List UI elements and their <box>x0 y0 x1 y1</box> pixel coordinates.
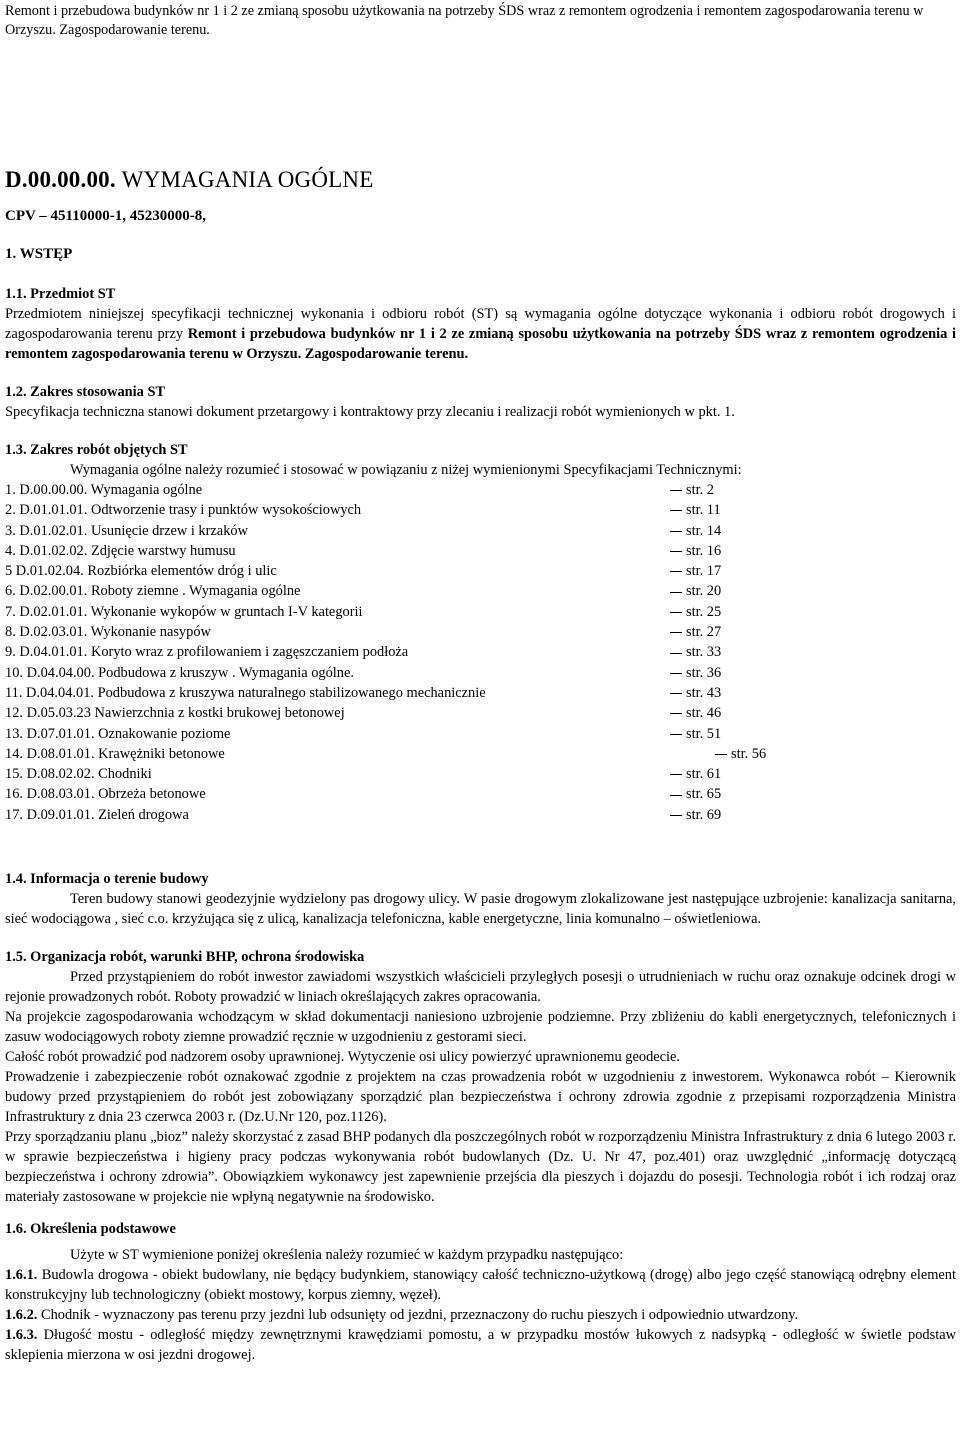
list-item <box>5 480 956 500</box>
list-item-page: str. 16 <box>670 541 721 561</box>
list-item-text: 10. D.04.04.00. Podbudowa z kruszyw . Wymagania ogólne. <box>5 664 354 681</box>
spec-code: D.00.00.00. <box>5 167 116 192</box>
list-item-page: str. 20 <box>670 581 721 601</box>
list-item <box>5 500 956 520</box>
definition-text: Chodnik - wyznaczony pas terenu przy jezdni lub odsunięty od jezdni, przeznaczony do ruchu pieszych i odpowiednio utwardzony. <box>37 1307 799 1324</box>
section-paragraph: Użyte w ST wymienione poniżej określenia należy rozumieć w każdym przypadku następująco: <box>70 1247 624 1264</box>
list-item <box>5 724 956 744</box>
list-item <box>5 805 956 825</box>
section-1-5 <box>5 947 956 1207</box>
section-paragraph: Całość robót prowadzić pod nadzorem osoby uprawnionej. Wytyczenie osi ulicy powierzyć uprawnionemu geodecie. <box>5 1049 681 1066</box>
list-item-page: str. 46 <box>670 703 721 723</box>
list-item-text: 15. D.08.02.02. Chodniki <box>5 766 152 783</box>
document-body <box>5 284 956 1365</box>
list-item-text: 7. D.02.01.01. Wykonanie wykopów w gruntach I-V kategorii <box>5 603 363 620</box>
list-item-page: str. 61 <box>670 764 721 784</box>
list-item-text: 17. D.09.01.01. Zieleń drogowa <box>5 806 189 823</box>
list-item <box>5 521 956 541</box>
spec-title <box>5 165 373 195</box>
list-item <box>5 703 956 723</box>
list-item-text: 4. D.01.02.02. Zdjęcie warstwy humusu <box>5 542 236 559</box>
project-name: Remont i przebudowa budynków nr 1 i 2 ze zmianą sposobu użytkowania na potrzeby ŚDS wraz z remontem ogrodzenia i remontem zagospodarowania terenu w Orzyszu. Zagospodarowanie terenu. <box>5 326 957 362</box>
section-paragraph: Przy sporządzaniu planu „bioz” należy skorzystać z zasad BHP podanych dla poszczególnych robót w rozporządzeniu Ministra Infrastruktury z dnia 6 lutego 2003 r. w sprawie bezpieczeństwa i higieny pracy podczas wykonywania robót budowlanych (Dz. U. Nr 47, poz.401) oraz uwzględnić „informację dotyczącą bezpieczeństwa i ochrony zdrowia”. Obowiązkiem wykonawcy jest zapewnienie przejścia dla pieszych i dojazdu do posesji. Technologia robót i ich rodzaj oraz materiały zastosowane w projekcie nie wpłyną negatywnie na środowisko. <box>5 1129 956 1206</box>
definition-text: Budowla drogowa - obiekt budowlany, nie będący budynkiem, stanowiący całość techniczno-użytkową (drogę) albo jego część stanowiącą odrębny element konstrukcyjny lub technologiczny (obiekt mostowy, korpus ziemny, węzeł). <box>5 1267 956 1304</box>
section-paragraph: Specyfikacja techniczna stanowi dokument przetargowy i kontraktowy przy zlecaniu i realizacji robót wymienionych w pkt. 1. <box>5 404 735 420</box>
list-item <box>5 622 956 642</box>
section-1-2 <box>5 382 956 422</box>
section-paragraph: Teren budowy stanowi geodezyjnie wydzielony pas drogowy ulicy. W pasie drogowym zlokalizowane jest następujące uzbrojenie: kanalizacja sanitarna, sieć wodociągowa , sieć c.o. krzyżująca się z ulicą, kanalizacja telefoniczna, kable energetyczne, linia komunalno – oświetleniowa. <box>5 891 956 928</box>
section-heading: 1.2. Zakres stosowania ST <box>5 384 166 400</box>
list-item <box>5 602 956 622</box>
spec-title-text: WYMAGANIA OGÓLNE <box>121 167 374 192</box>
definition-item <box>5 1325 956 1365</box>
section-1-3 <box>5 440 956 825</box>
spec-list <box>5 480 956 825</box>
list-item-text: 12. D.05.03.23 Nawierzchnia z kostki brukowej betonowej <box>5 705 345 722</box>
list-item-text: 16. D.08.03.01. Obrzeża betonowe <box>5 786 206 803</box>
list-item-page: str. 65 <box>670 784 721 804</box>
definition-number: 1.6.2. <box>5 1307 38 1324</box>
list-item-text: 13. D.07.01.01. Oznakowanie poziome <box>5 725 231 742</box>
cpv-codes: CPV – 45110000-1, 45230000-8, <box>5 208 206 224</box>
list-item-page: str. 27 <box>670 622 721 642</box>
list-item <box>5 581 956 601</box>
list-item-page: str. 69 <box>670 805 721 825</box>
section-heading-intro: 1. WSTĘP <box>5 246 73 262</box>
list-item-page: str. 51 <box>670 724 721 744</box>
list-item <box>5 541 956 561</box>
list-item-text: 3. D.01.02.01. Usunięcie drzew i krzaków <box>5 522 248 539</box>
list-item-text: 8. D.02.03.01. Wykonanie nasypów <box>5 624 211 641</box>
section-1-6 <box>5 1219 956 1365</box>
section-heading: 1.5. Organizacja robót, warunki BHP, ochrona środowiska <box>5 949 365 966</box>
section-heading: 1.1. Przedmiot ST <box>5 286 116 302</box>
section-heading: 1.3. Zakres robót objętych ST <box>5 442 188 458</box>
list-item <box>5 764 956 784</box>
definition-text: Długość mostu - odległość między zewnętrznymi krawędziami pomostu, a w przypadku mostów łukowych z nadsypką - odległość w świetle podstaw sklepienia mierzona w osi jezdni drogowej. <box>5 1327 956 1364</box>
list-item <box>5 561 956 581</box>
section-paragraph: Przed przystąpieniem do robót inwestor zawiadomi wszystkich właścicieli przyległych posesji o utrudnieniach w ruchu oraz oznakuje odcinek drogi w rejonie prowadzonych robót. Roboty prowadzić w liniach określających zakres opracowania. <box>5 969 956 1006</box>
paragraph-text: Przedmiotem niniejszej specyfikacji technicznej wykonania i odbioru robót (ST) są wymagania ogólne dotyczące wykonania i odbioru robót drogowych i zagospodarowania terenu przy <box>5 306 956 342</box>
section-heading: 1.6. Określenia podstawowe <box>5 1221 176 1238</box>
list-item-page: str. 17 <box>670 561 721 581</box>
list-item-text: 6. D.02.00.01. Roboty ziemne . Wymagania ogólne <box>5 583 301 600</box>
list-item <box>5 744 956 764</box>
definition-number: 1.6.1. <box>5 1267 38 1284</box>
section-paragraph: Prowadzenie i zabezpieczenie robót oznakować zgodnie z projektem na czas prowadzenia robót w uzgodnieniu z inwestorem. Wykonawca robót – Kierownik budowy przed przystąpieniem do robót jest zobowiązany sporządzić plan bezpieczeństwa i ochrony zdrowia zgodnie z przepisami rozporządzenia Ministra Infrastruktury z dnia 23 czerwca 2003 r. (Dz.U.Nr 120, poz.1126). <box>5 1069 956 1126</box>
definition-item <box>5 1265 956 1305</box>
list-item-text: 14. D.08.01.01. Krawężniki betonowe <box>5 745 225 762</box>
list-item <box>5 683 956 703</box>
section-1-4 <box>5 869 956 929</box>
list-item <box>5 784 956 804</box>
list-item-page: str. 2 <box>670 480 714 500</box>
list-item-page: str. 11 <box>670 500 721 520</box>
list-item-page: str. 14 <box>670 521 721 541</box>
running-header: Remont i przebudowa budynków nr 1 i 2 ze zmianą sposobu użytkowania na potrzeby ŚDS wraz z remontem ogrodzenia i remontem zagospodarowania terenu w Orzyszu. Zagospodarowanie terenu. <box>5 3 924 38</box>
definition-item <box>5 1305 956 1325</box>
section-paragraph: Na projekcie zagospodarowania wchodzącym w skład dokumentacji naniesiono uzbrojenie podziemne. Przy zbliżeniu do kabli energetycznych, telefonicznych i zasuw wodociągowych roboty ziemne prowadzić ręcznie w uzgodnieniu z gestorami sieci. <box>5 1009 956 1046</box>
definition-number: 1.6.3. <box>5 1327 38 1344</box>
list-item-text: 11. D.04.04.01. Podbudowa z kruszywa naturalnego stabilizowanego mechanicznie <box>5 684 486 701</box>
list-item-text: 2. D.01.01.01. Odtworzenie trasy i punktów wysokościowych <box>5 502 362 519</box>
list-item-text: 1. D.00.00.00. Wymagania ogólne <box>5 482 203 498</box>
list-item-page: str. 43 <box>670 683 721 703</box>
list-item-page: str. 36 <box>670 663 721 683</box>
list-item-text: 5 D.01.02.04. Rozbiórka elementów dróg i ulic <box>5 563 277 580</box>
list-item-page: str. 56 <box>715 744 766 764</box>
list-item-page: str. 33 <box>670 642 721 662</box>
section-paragraph: Wymagania ogólne należy rozumieć i stosować w powiązaniu z niżej wymienionymi Specyfikacjami Technicznymi: <box>70 462 742 478</box>
section-paragraph <box>5 304 956 364</box>
list-item-text: 9. D.04.01.01. Koryto wraz z profilowaniem i zagęszczaniem podłoża <box>5 644 409 661</box>
list-item <box>5 642 956 662</box>
section-heading: 1.4. Informacja o terenie budowy <box>5 871 209 888</box>
list-item <box>5 663 956 683</box>
section-1-1 <box>5 284 956 364</box>
list-item-page: str. 25 <box>670 602 721 622</box>
